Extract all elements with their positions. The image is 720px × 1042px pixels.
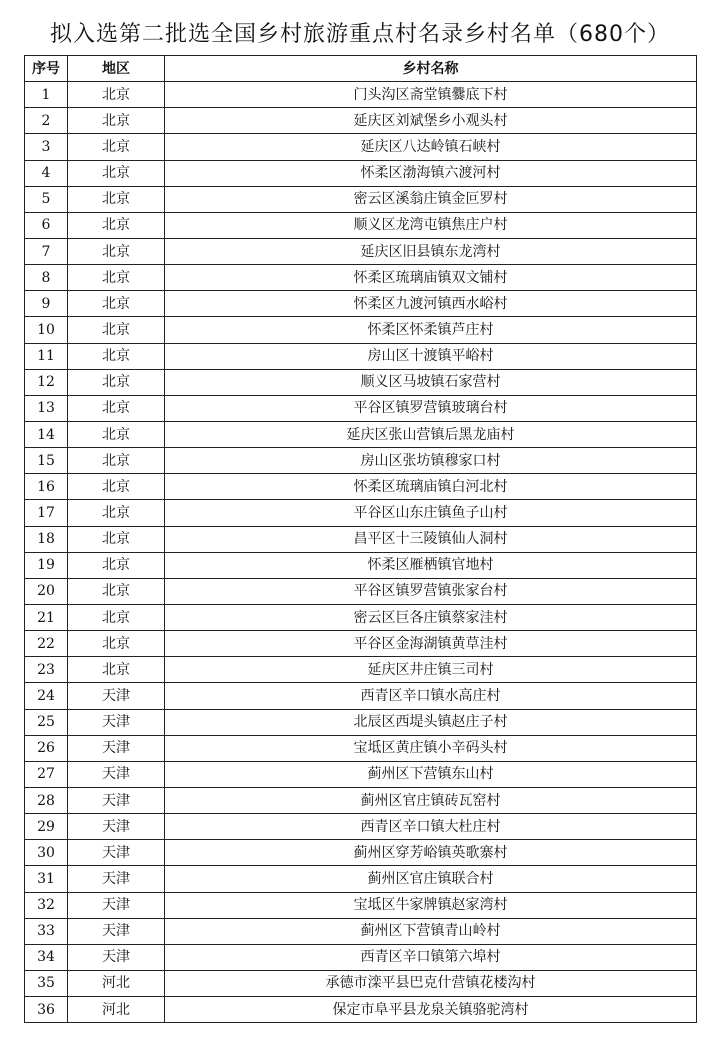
table-row xyxy=(25,604,697,630)
row-index-cell: 33 xyxy=(25,918,68,944)
row-region-cell: 天津 xyxy=(68,787,165,813)
row-region-cell: 天津 xyxy=(68,892,165,918)
row-index-cell: 32 xyxy=(25,892,68,918)
table-row xyxy=(25,997,697,1023)
row-village-name-cell: 平谷区镇罗营镇玻璃台村 xyxy=(165,395,697,421)
header-region: 地区 xyxy=(68,56,165,82)
row-region-cell: 北京 xyxy=(68,160,165,186)
row-village-name-cell: 蓟州区官庄镇砖瓦窑村 xyxy=(165,787,697,813)
row-village-name-cell: 延庆区八达岭镇石峡村 xyxy=(165,134,697,160)
table-row xyxy=(25,787,697,813)
row-village-name-cell: 承德市滦平县巴克什营镇花楼沟村 xyxy=(165,970,697,996)
row-village-name-cell: 怀柔区琉璃庙镇双文铺村 xyxy=(165,265,697,291)
table-row xyxy=(25,134,697,160)
row-region-cell: 北京 xyxy=(68,108,165,134)
row-index-cell: 3 xyxy=(25,134,68,160)
row-index-cell: 21 xyxy=(25,604,68,630)
table-row xyxy=(25,448,697,474)
table-row xyxy=(25,265,697,291)
table-row xyxy=(25,683,697,709)
table-row xyxy=(25,735,697,761)
row-village-name-cell: 密云区巨各庄镇蔡家洼村 xyxy=(165,604,697,630)
row-village-name-cell: 蓟州区官庄镇联合村 xyxy=(165,866,697,892)
row-index-cell: 22 xyxy=(25,631,68,657)
row-region-cell: 天津 xyxy=(68,683,165,709)
row-village-name-cell: 西青区辛口镇水高庄村 xyxy=(165,683,697,709)
row-index-cell: 34 xyxy=(25,944,68,970)
row-index-cell: 31 xyxy=(25,866,68,892)
table-row xyxy=(25,944,697,970)
row-index-cell: 14 xyxy=(25,421,68,447)
row-index-cell: 9 xyxy=(25,291,68,317)
row-index-cell: 6 xyxy=(25,212,68,238)
row-region-cell: 天津 xyxy=(68,944,165,970)
row-region-cell: 北京 xyxy=(68,657,165,683)
table-row xyxy=(25,238,697,264)
row-village-name-cell: 延庆区刘斌堡乡小观头村 xyxy=(165,108,697,134)
table-row xyxy=(25,918,697,944)
row-index-cell: 8 xyxy=(25,265,68,291)
row-village-name-cell: 门头沟区斋堂镇爨底下村 xyxy=(165,82,697,108)
table-row xyxy=(25,552,697,578)
row-index-cell: 30 xyxy=(25,840,68,866)
table-row xyxy=(25,631,697,657)
header-index: 序号 xyxy=(25,56,68,82)
row-village-name-cell: 怀柔区九渡河镇西水峪村 xyxy=(165,291,697,317)
row-region-cell: 天津 xyxy=(68,709,165,735)
row-region-cell: 北京 xyxy=(68,474,165,500)
row-village-name-cell: 密云区溪翁庄镇金叵罗村 xyxy=(165,186,697,212)
row-index-cell: 19 xyxy=(25,552,68,578)
row-region-cell: 北京 xyxy=(68,212,165,238)
row-region-cell: 天津 xyxy=(68,918,165,944)
table-row xyxy=(25,657,697,683)
table-row xyxy=(25,526,697,552)
row-village-name-cell: 西青区辛口镇大杜庄村 xyxy=(165,814,697,840)
row-index-cell: 4 xyxy=(25,160,68,186)
row-region-cell: 北京 xyxy=(68,448,165,474)
row-village-name-cell: 怀柔区琉璃庙镇白河北村 xyxy=(165,474,697,500)
table-row xyxy=(25,970,697,996)
row-region-cell: 北京 xyxy=(68,343,165,369)
row-village-name-cell: 蓟州区下营镇东山村 xyxy=(165,761,697,787)
table-row xyxy=(25,108,697,134)
row-region-cell: 北京 xyxy=(68,291,165,317)
row-village-name-cell: 保定市阜平县龙泉关镇骆驼湾村 xyxy=(165,997,697,1023)
table-row xyxy=(25,709,697,735)
row-village-name-cell: 宝坻区黄庄镇小辛码头村 xyxy=(165,735,697,761)
row-index-cell: 28 xyxy=(25,787,68,813)
row-index-cell: 23 xyxy=(25,657,68,683)
row-village-name-cell: 怀柔区渤海镇六渡河村 xyxy=(165,160,697,186)
row-region-cell: 天津 xyxy=(68,735,165,761)
row-index-cell: 24 xyxy=(25,683,68,709)
row-village-name-cell: 顺义区龙湾屯镇焦庄户村 xyxy=(165,212,697,238)
row-region-cell: 天津 xyxy=(68,840,165,866)
row-region-cell: 北京 xyxy=(68,82,165,108)
row-index-cell: 27 xyxy=(25,761,68,787)
table-row xyxy=(25,474,697,500)
row-index-cell: 18 xyxy=(25,526,68,552)
table-body xyxy=(25,82,697,1023)
row-index-cell: 35 xyxy=(25,970,68,996)
table-row xyxy=(25,421,697,447)
row-region-cell: 北京 xyxy=(68,604,165,630)
header-village-name: 乡村名称 xyxy=(165,56,697,82)
row-index-cell: 36 xyxy=(25,997,68,1023)
row-village-name-cell: 顺义区马坡镇石家营村 xyxy=(165,369,697,395)
table-row xyxy=(25,343,697,369)
table-row xyxy=(25,160,697,186)
row-index-cell: 16 xyxy=(25,474,68,500)
row-village-name-cell: 平谷区山东庄镇鱼子山村 xyxy=(165,500,697,526)
row-village-name-cell: 西青区辛口镇第六埠村 xyxy=(165,944,697,970)
row-region-cell: 天津 xyxy=(68,761,165,787)
row-village-name-cell: 北辰区西堤头镇赵庄子村 xyxy=(165,709,697,735)
row-index-cell: 26 xyxy=(25,735,68,761)
row-village-name-cell: 蓟州区下营镇青山岭村 xyxy=(165,918,697,944)
row-village-name-cell: 怀柔区怀柔镇芦庄村 xyxy=(165,317,697,343)
row-index-cell: 1 xyxy=(25,82,68,108)
row-index-cell: 15 xyxy=(25,448,68,474)
row-region-cell: 北京 xyxy=(68,265,165,291)
row-index-cell: 5 xyxy=(25,186,68,212)
row-village-name-cell: 房山区张坊镇穆家口村 xyxy=(165,448,697,474)
table-row xyxy=(25,186,697,212)
row-region-cell: 河北 xyxy=(68,997,165,1023)
row-index-cell: 11 xyxy=(25,343,68,369)
row-index-cell: 25 xyxy=(25,709,68,735)
row-index-cell: 17 xyxy=(25,500,68,526)
table-row xyxy=(25,892,697,918)
row-region-cell: 北京 xyxy=(68,578,165,604)
table-row xyxy=(25,317,697,343)
row-index-cell: 29 xyxy=(25,814,68,840)
table-header-row xyxy=(25,56,697,82)
row-village-name-cell: 延庆区张山营镇后黑龙庙村 xyxy=(165,421,697,447)
row-village-name-cell: 平谷区镇罗营镇张家台村 xyxy=(165,578,697,604)
row-index-cell: 2 xyxy=(25,108,68,134)
row-region-cell: 天津 xyxy=(68,814,165,840)
row-index-cell: 20 xyxy=(25,578,68,604)
table-row xyxy=(25,866,697,892)
table-row xyxy=(25,814,697,840)
village-list-table xyxy=(24,55,697,1023)
row-region-cell: 北京 xyxy=(68,134,165,160)
table-row xyxy=(25,761,697,787)
table-row xyxy=(25,212,697,238)
row-region-cell: 天津 xyxy=(68,866,165,892)
row-region-cell: 北京 xyxy=(68,238,165,264)
row-region-cell: 北京 xyxy=(68,369,165,395)
table-row xyxy=(25,369,697,395)
row-index-cell: 13 xyxy=(25,395,68,421)
row-region-cell: 北京 xyxy=(68,421,165,447)
row-village-name-cell: 宝坻区牛家牌镇赵家湾村 xyxy=(165,892,697,918)
table-row xyxy=(25,840,697,866)
table-row xyxy=(25,500,697,526)
row-index-cell: 10 xyxy=(25,317,68,343)
row-village-name-cell: 蓟州区穿芳峪镇英歌寨村 xyxy=(165,840,697,866)
document-title: 拟入选第二批选全国乡村旅游重点村名录乡村名单（680个） xyxy=(50,22,670,47)
row-village-name-cell: 延庆区井庄镇三司村 xyxy=(165,657,697,683)
row-index-cell: 12 xyxy=(25,369,68,395)
row-region-cell: 北京 xyxy=(68,552,165,578)
row-index-cell: 7 xyxy=(25,238,68,264)
row-region-cell: 北京 xyxy=(68,526,165,552)
row-region-cell: 北京 xyxy=(68,395,165,421)
row-region-cell: 北京 xyxy=(68,631,165,657)
row-region-cell: 北京 xyxy=(68,500,165,526)
row-region-cell: 河北 xyxy=(68,970,165,996)
row-village-name-cell: 怀柔区雁栖镇官地村 xyxy=(165,552,697,578)
table-row xyxy=(25,395,697,421)
row-village-name-cell: 平谷区金海湖镇黄草洼村 xyxy=(165,631,697,657)
table-row xyxy=(25,578,697,604)
row-village-name-cell: 昌平区十三陵镇仙人洞村 xyxy=(165,526,697,552)
row-region-cell: 北京 xyxy=(68,317,165,343)
row-village-name-cell: 房山区十渡镇平峪村 xyxy=(165,343,697,369)
table-row xyxy=(25,82,697,108)
row-region-cell: 北京 xyxy=(68,186,165,212)
row-village-name-cell: 延庆区旧县镇东龙湾村 xyxy=(165,238,697,264)
table-row xyxy=(25,291,697,317)
